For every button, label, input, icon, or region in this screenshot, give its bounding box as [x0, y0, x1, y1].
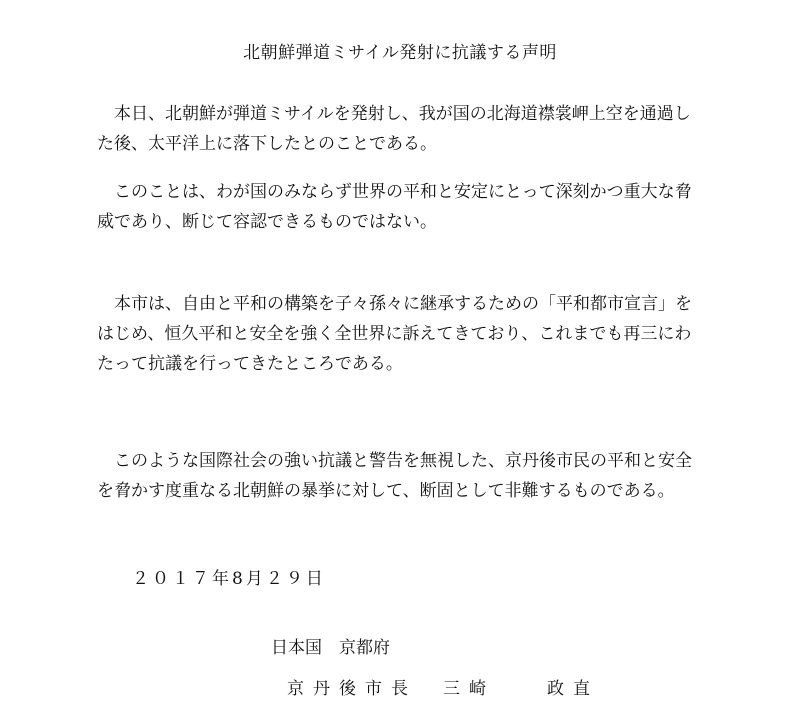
paragraph-line: 本日、北朝鮮が弾道ミサイルを発射し、我が国の北海道襟裳岬上空を通過し — [97, 104, 691, 124]
document-title: 北朝鮮弾道ミサイル発射に抗議する声明 — [243, 43, 557, 63]
paragraph-2 — [97, 177, 737, 237]
paragraph-line: このような国際社会の強い抗議と警告を無視した、京丹後市民の平和と安全 — [97, 451, 692, 471]
signature-org: 日本国 京都府 — [271, 638, 390, 658]
paragraph-line: たって抗議を行ってきたところである。 — [97, 354, 403, 374]
paragraph-line: このことは、わが国のみならず世界の平和と安定にとって深刻かつ重大な脅 — [97, 182, 692, 202]
signature-name: 京丹後市長 三崎 政直 — [287, 679, 599, 699]
paragraph-line: 威であり、断じて容認できるものではない。 — [97, 212, 437, 232]
paragraph-1 — [97, 99, 737, 159]
paragraph-line: た後、太平洋上に落下したとのことである。 — [97, 134, 437, 154]
document-date: ２０１７年8月２９日 — [132, 569, 326, 589]
paragraph-4 — [97, 446, 737, 506]
paragraph-line: はじめ、恒久平和と安全を強く全世界に訴えてきており、これまでも再三にわ — [97, 324, 692, 344]
paragraph-line: を脅かす度重なる北朝鮮の暴挙に対して、断固として非難するものである。 — [97, 481, 675, 501]
paragraph-3 — [97, 289, 737, 379]
paragraph-line: 本市は、自由と平和の構築を子々孫々に継承するための「平和都市宣言」を — [97, 294, 692, 314]
